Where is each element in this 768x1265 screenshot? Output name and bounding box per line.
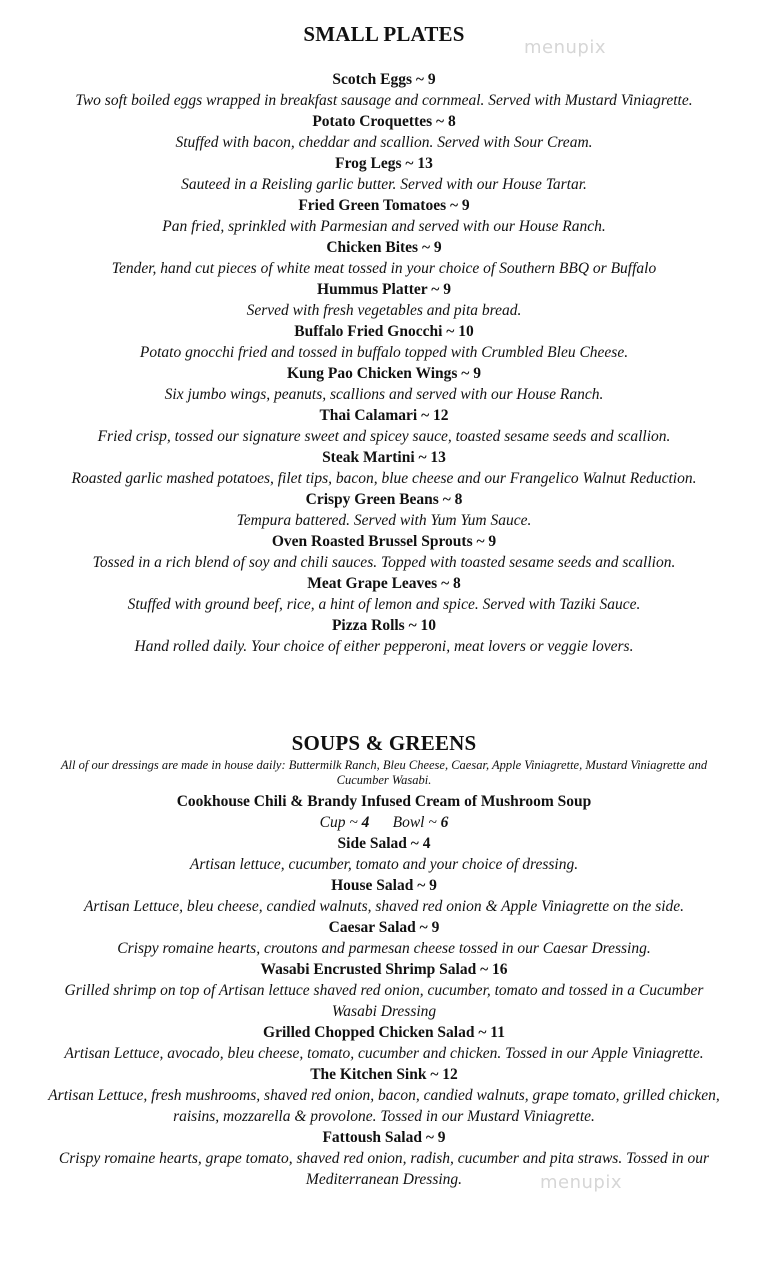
- item-description: Tender, hand cut pieces of white meat tossed in your choice of Southern BBQ or Buffalo: [111, 260, 657, 277]
- section-title-soups-greens: SOUPS & GREENS: [291, 731, 477, 755]
- menu-item: [0, 447, 768, 489]
- menu-item: [0, 363, 768, 405]
- item-title: Steak Martini ~ 13: [322, 449, 446, 466]
- item-title: Fried Green Tomatoes ~ 9: [298, 197, 470, 214]
- menu-item: [0, 69, 768, 111]
- item-description: Artisan lettuce, cucumber, tomato and your choice of dressing.: [189, 856, 579, 873]
- item-description: Sauteed in a Reisling garlic butter. Served with our House Tartar.: [181, 176, 587, 193]
- item-title: Cookhouse Chili & Brandy Infused Cream of Mushroom Soup: [176, 793, 592, 810]
- item-description: Crispy romaine hearts, grape tomato, shaved red onion, radish, cucumber and pita straws. Tossed in our Mediterranean Dressing.: [58, 1150, 710, 1188]
- item-title: Crispy Green Beans ~ 8: [305, 491, 463, 508]
- watermark: menupix: [540, 1172, 623, 1193]
- menu-item: [0, 833, 768, 875]
- soup-prices: [0, 812, 768, 833]
- item-description: Pan fried, sprinkled with Parmesian and served with our House Ranch.: [162, 218, 606, 235]
- item-title: House Salad ~ 9: [331, 877, 437, 894]
- dressings-note: All of our dressings are made in house daily: Buttermilk Ranch, Bleu Cheese, Caesar, Apple Viniagrette, Mustard Viniagrette and Cucumber Wasabi.: [60, 758, 708, 787]
- item-description: Stuffed with bacon, cheddar and scallion. Served with Sour Cream.: [175, 134, 593, 151]
- cup-price: 4: [361, 814, 370, 831]
- item-title: Chicken Bites ~ 9: [326, 239, 442, 256]
- item-title: Side Salad ~ 4: [337, 835, 431, 852]
- item-description: Served with fresh vegetables and pita bread.: [246, 302, 522, 319]
- menu-item: [0, 489, 768, 531]
- item-title: The Kitchen Sink ~ 12: [310, 1066, 458, 1083]
- item-title: Hummus Platter ~ 9: [317, 281, 451, 298]
- menu-item: [0, 1022, 768, 1064]
- menu-item: [0, 237, 768, 279]
- item-description: Potato gnocchi fried and tossed in buffalo topped with Crumbled Bleu Cheese.: [139, 344, 629, 361]
- menu-item: [0, 195, 768, 237]
- cup-label: Cup ~: [319, 814, 358, 831]
- watermark: menupix: [524, 37, 607, 58]
- menu-item: [0, 615, 768, 657]
- menu-item: [0, 111, 768, 153]
- menu-item: [0, 573, 768, 615]
- item-title: Wasabi Encrusted Shrimp Salad ~ 16: [260, 961, 508, 978]
- item-description: Roasted garlic mashed potatoes, filet tips, bacon, blue cheese and our Frangelico Walnut Reduction.: [71, 470, 697, 487]
- item-description: Two soft boiled eggs wrapped in breakfast sausage and cornmeal. Served with Mustard Viniagrette.: [75, 92, 693, 109]
- bowl-label: Bowl ~: [392, 814, 437, 831]
- section-title-small-plates: SMALL PLATES: [303, 22, 465, 46]
- item-title: Fattoush Salad ~ 9: [322, 1129, 446, 1146]
- item-title: Meat Grape Leaves ~ 8: [307, 575, 461, 592]
- menu-item: [0, 321, 768, 363]
- item-description: Six jumbo wings, peanuts, scallions and served with our House Ranch.: [164, 386, 604, 403]
- item-title: Frog Legs ~ 13: [335, 155, 433, 172]
- item-description: Artisan Lettuce, fresh mushrooms, shaved red onion, bacon, candied walnuts, grape tomato, grilled chicken, raisins, mozzarella & provolone. Tossed in our Mustard Viniagrette.: [48, 1087, 720, 1125]
- menu-item: [0, 917, 768, 959]
- menu-item: [0, 531, 768, 573]
- item-description: Grilled shrimp on top of Artisan lettuce shaved red onion, cucumber, tomato and tossed in a Cucumber Wasabi Dressing: [64, 982, 704, 1020]
- menu-item: [0, 959, 768, 1022]
- item-description: Tossed in a rich blend of soy and chili sauces. Topped with toasted sesame seeds and scallion.: [92, 554, 676, 571]
- menu-item-soup: [0, 791, 768, 833]
- menu-item: [0, 405, 768, 447]
- soups-greens-list: [0, 791, 768, 1190]
- item-description: Stuffed with ground beef, rice, a hint of lemon and spice. Served with Taziki Sauce.: [127, 596, 641, 613]
- item-title: Kung Pao Chicken Wings ~ 9: [287, 365, 481, 382]
- item-title: Grilled Chopped Chicken Salad ~ 11: [263, 1024, 505, 1041]
- bowl-price: 6: [440, 814, 449, 831]
- item-title: Buffalo Fried Gnocchi ~ 10: [294, 323, 474, 340]
- menu-item: [0, 153, 768, 195]
- item-description: Artisan Lettuce, avocado, bleu cheese, tomato, cucumber and chicken. Tossed in our Apple Viniagrette.: [64, 1045, 704, 1062]
- menu-item: [0, 1127, 768, 1190]
- menu-item: [0, 875, 768, 917]
- item-description: Crispy romaine hearts, croutons and parmesan cheese tossed in our Caesar Dressing.: [117, 940, 651, 957]
- menu-item: [0, 1064, 768, 1127]
- item-description: Artisan Lettuce, bleu cheese, candied walnuts, shaved red onion & Apple Viniagrette on the side.: [83, 898, 685, 915]
- item-title: Caesar Salad ~ 9: [328, 919, 440, 936]
- small-plates-list: [0, 69, 768, 657]
- menu-item: [0, 279, 768, 321]
- item-description: Fried crisp, tossed our signature sweet and spicey sauce, toasted sesame seeds and scallion.: [97, 428, 671, 445]
- item-title: Thai Calamari ~ 12: [319, 407, 449, 424]
- item-description: Tempura battered. Served with Yum Yum Sauce.: [236, 512, 532, 529]
- item-title: Oven Roasted Brussel Sprouts ~ 9: [271, 533, 497, 550]
- item-description: Hand rolled daily. Your choice of either pepperoni, meat lovers or veggie lovers.: [134, 638, 634, 655]
- item-title: Pizza Rolls ~ 10: [331, 617, 437, 634]
- item-title: Potato Croquettes ~ 8: [312, 113, 456, 130]
- item-title: Scotch Eggs ~ 9: [332, 71, 436, 88]
